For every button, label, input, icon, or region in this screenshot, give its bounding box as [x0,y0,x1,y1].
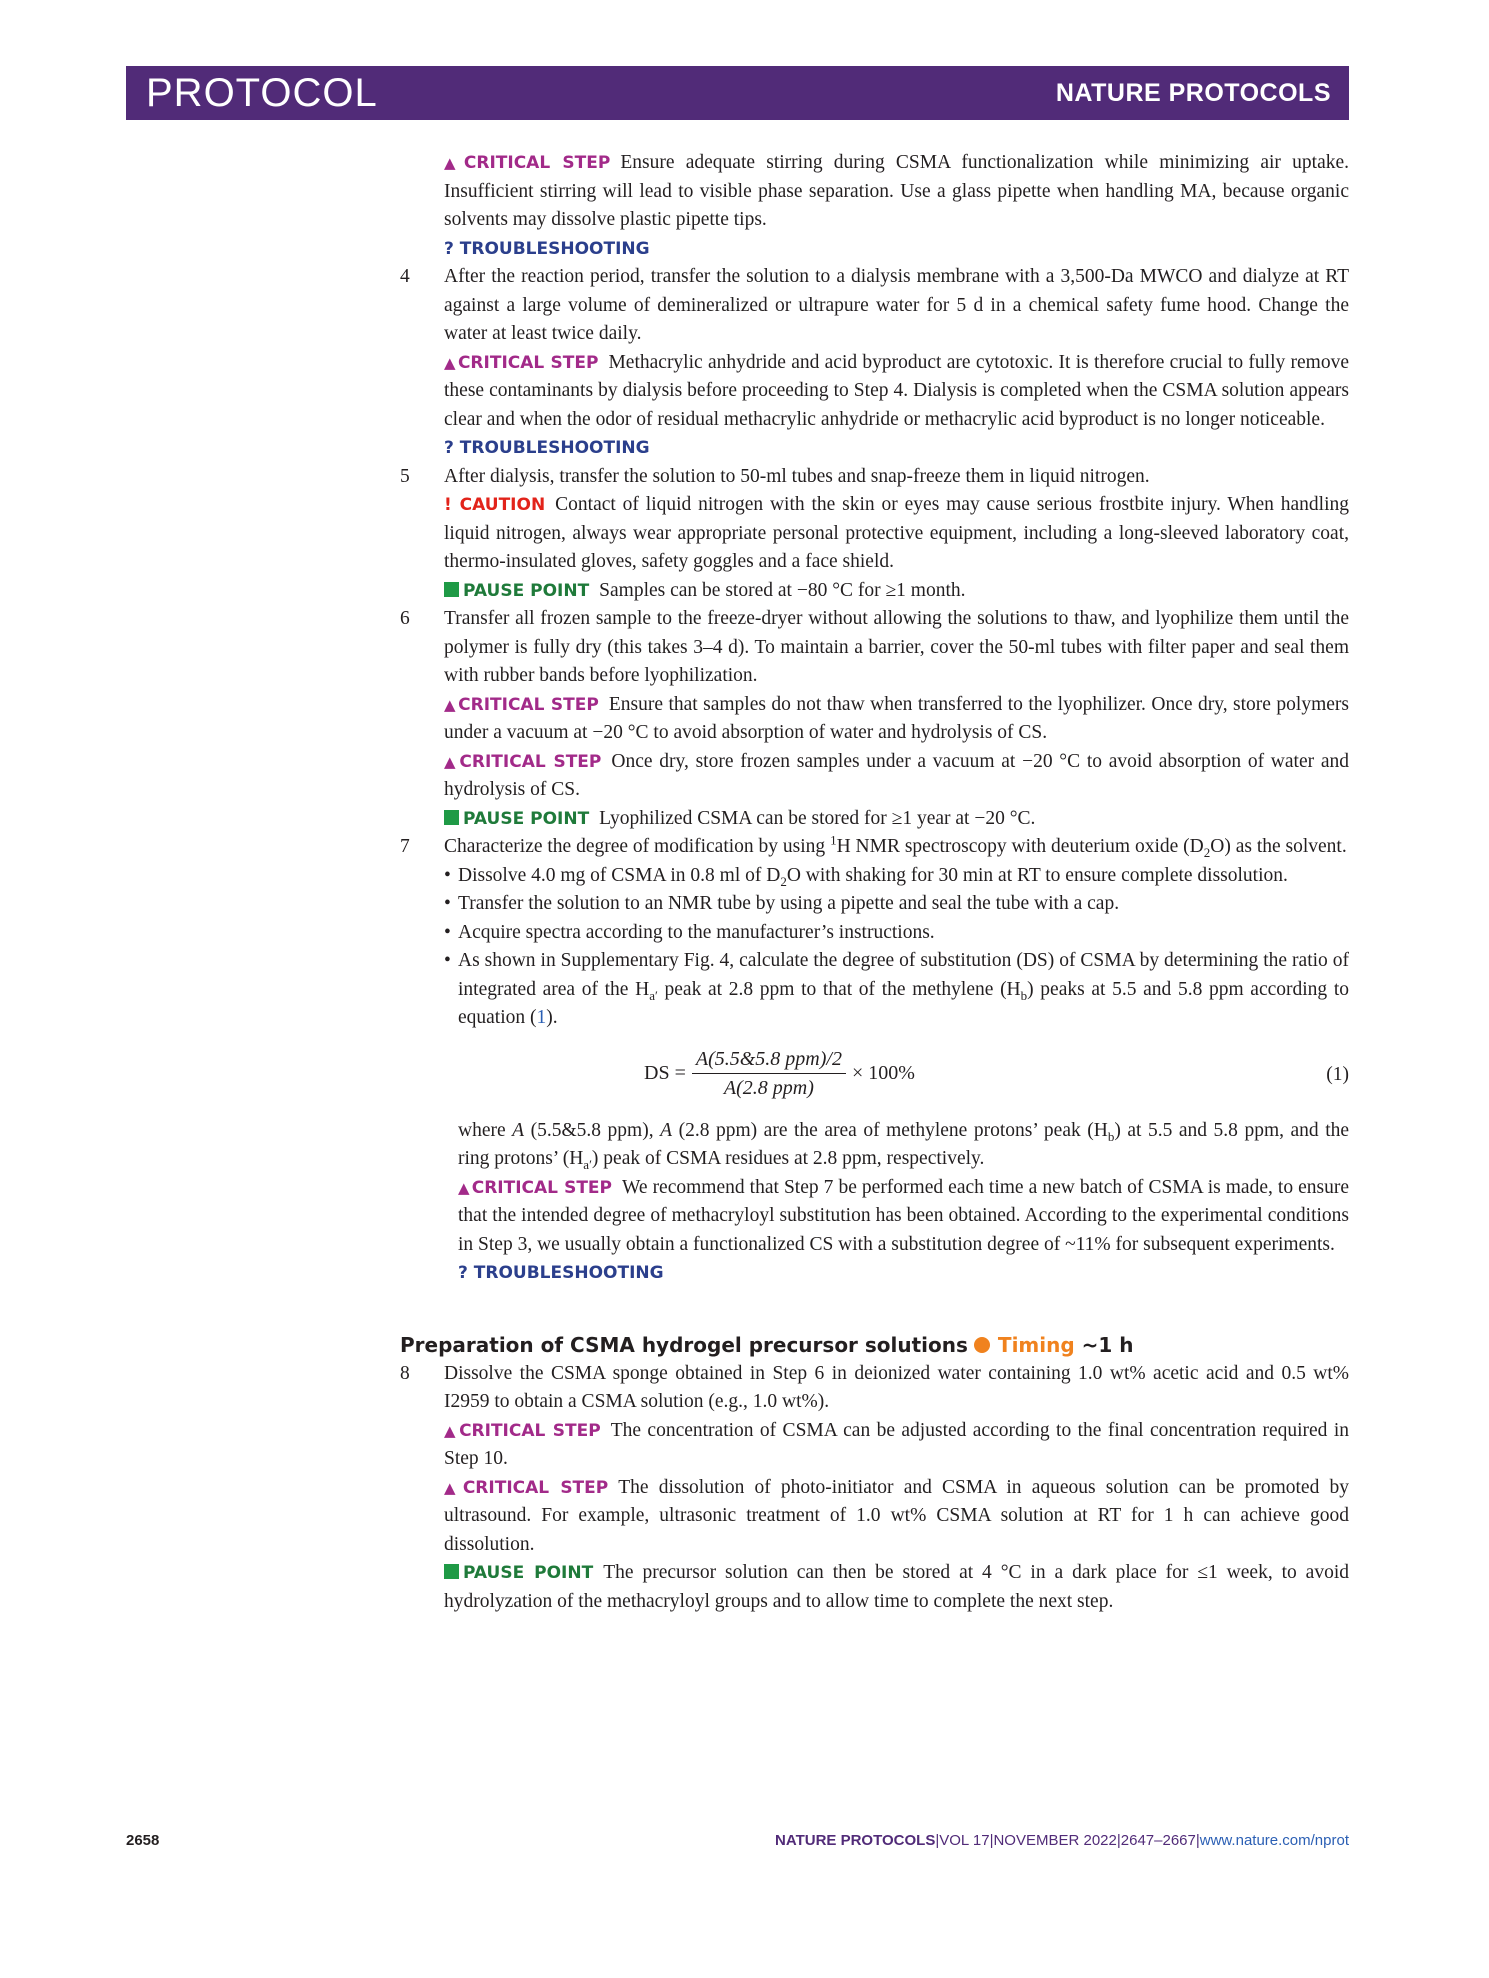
critical-step-note: ▲ CRITICAL STEP Ensure that samples do not thaw when transferred to the lyophilizer. Once dry, store polymers under a vacuum at −20 °C to avoid absorption of water and hydrolysis of CS. [444,693,1349,743]
critical-step-note: ▲ CRITICAL STEP Once dry, store frozen samples under a vacuum at −20 °C to avoid absorption of water and hydrolysis of CS. [444,750,1349,800]
bullet-list [444,862,1349,1033]
header-bar [126,66,1349,120]
triangle-icon: ▲ [444,695,457,714]
list-item: • As shown in Supplementary Fig. 4, calculate the degree of substitution (DS) of CSMA by determining the ratio of integrated area of the $H_{a'}$ peak at 2.8 ppm to that of the methylene $(H_b)$ peaks at 5.5 and 5.8 ppm according to equation (1). [444,950,1350,1028]
triangle-icon: ▲ [458,1178,470,1197]
pause-square-icon [444,582,459,597]
main-content [386,149,1349,1616]
triangle-icon: ▲ [444,1478,461,1497]
pause-square-icon [444,1564,459,1579]
list-item: • Transfer the solution to an NMR tube by using a pipette and seal the tube with a cap. [444,893,1120,914]
section-label: PROTOCOL [146,71,378,115]
troubleshooting-link[interactable]: ? TROUBLESHOOTING [444,238,650,259]
step-8: 8 Dissolve the CSMA sponge obtained in Step 6 in deionized water containing 1.0 wt% acetic acid and 0.5 wt% I2959 to obtain a CSMA solution (e.g., 1.0 wt%). [400,1362,1349,1412]
pause-point-note: PAUSE POINT Samples can be stored at −80 °C for ≥1 month. [444,577,1349,606]
list-item: • Acquire spectra according to the manufacturer’s instructions. [444,921,935,943]
equation-number: (1) [1326,1063,1349,1085]
critical-step-note: ▲ CRITICAL STEP Methacrylic anhydride and acid byproduct are cytotoxic. It is therefore crucial to fully remove these contaminants by dialysis before proceeding to Step 4. Dialysis is completed when the CSMA solution appears clear and when the odor of residual methacrylic anhydride or methacrylic acid byproduct is no longer noticeable. [444,351,1349,430]
step-7: 7 Characterize the degree of modification by using $^1$H NMR spectroscopy with deuterium oxide $(D_2O)$ as the solvent. [400,832,1347,860]
critical-step-note: ▲ CRITICAL STEP The dissolution of photo-initiator and CSMA in aqueous solution can be promoted by ultrasound. For example, ultrasonic treatment of 1.0 wt% CSMA solution at RT for 1 h can achieve good dissolution. [444,1476,1349,1555]
triangle-icon: ▲ [444,1421,458,1440]
step-4: 4 After the reaction period, transfer the solution to a dialysis membrane with a 3,500-Da MWCO and dialyze at RT against a large volume of demineralized or ultrapure water for 5 d in a chemical safety fume hood. Change the water at least twice daily. [400,266,1349,344]
pause-point-note: PAUSE POINT The precursor solution can then be stored at 4 °C in a dark place for ≤1 week, to avoid hydrolyzation of the methacryloyl groups and to allow time to complete the next step. [444,1562,1349,1612]
section-heading: Preparation of CSMA hydrogel precursor solutions Timing ~1 h [400,1332,1134,1357]
triangle-icon: ▲ [444,752,458,771]
pause-point-note: PAUSE POINT Lyophilized CSMA can be stored for ≥1 year at −20 °C. [444,805,1349,834]
critical-step-note: ▲ CRITICAL STEP We recommend that Step 7 be performed each time a new batch of CSMA is made, to ensure that the intended degree of methacryloyl substitution has been obtained. According to the experimental conditions in Step 3, we usually obtain a functionalized CS with a substitution degree of ~11% for subsequent experiments. [458,1176,1350,1255]
equation-explanation: where A (5.5&5.8 ppm), A (2.8 ppm) are the area of methylene protons’ peak $(H_b)$ at 5.5 and 5.8 ppm, and the ring protons’ $(H_{a'})$ peak of CSMA residues at 2.8 ppm, respectively. [458,1119,1350,1172]
step-6: 6 Transfer all frozen sample to the freeze-dryer without allowing the solutions to thaw, and lyophilize them until the polymer is fully dry (this takes 3–4 d). To maintain a barrier, cover the 50-ml tubes with filter paper and seal them with rubber bands before lyophilization. [400,608,1349,686]
troubleshooting-link[interactable]: ? TROUBLESHOOTING [444,438,650,458]
equation-link[interactable]: 1 [536,1007,547,1028]
troubleshooting-link[interactable]: ? TROUBLESHOOTING [458,1263,664,1283]
critical-step-note: ▲ CRITICAL STEP Ensure adequate stirring during CSMA functionalization while minimizing air uptake. Insufficient stirring will lead to visible phase separation. Use a glass pipette when handling MA, because organic solvents may dissolve plastic pipette tips. [444,152,1350,230]
list-item: • Dissolve 4.0 mg of CSMA in 0.8 ml of $D_2O$ with shaking for 30 min at RT to ensure complete dissolution. [444,864,1288,889]
caution-note: ! CAUTION Contact of liquid nitrogen with the skin or eyes may cause serious frostbite injury. When handling liquid nitrogen, always wear appropriate personal protective equipment, including a long-sleeved laboratory coat, thermo-insulated gloves, safety goggles and a face shield. [444,494,1350,572]
triangle-icon: ▲ [444,353,456,372]
journal-name: NATURE PROTOCOLS [1055,79,1331,107]
equation-fraction: $\frac{\text{A(5.5\&5.8 ppm)/2}}{\text{A(2.8 ppm)}}$ [692,1045,846,1103]
critical-step-note: ▲ CRITICAL STEP The concentration of CSMA can be adjusted according to the final concentration required in Step 10. [444,1419,1349,1469]
pause-square-icon [444,810,459,825]
journal-url-link[interactable]: www.nature.com/nprot [1199,1832,1349,1849]
page-number: 2658 [126,1832,160,1849]
step-5: 5 After dialysis, transfer the solution to 50-ml tubes and snap-freeze them in liquid nitrogen. [400,465,1150,487]
equation-1: DS = $\frac{\text{A(5.5\&5.8 ppm)/2}}{\text{A(2.8 ppm)}}$ × 100% (1) [386,1039,1349,1111]
footer-citation: NATURE PROTOCOLS|VOL 17|NOVEMBER 2022|2647–2667|www.nature.com/nprot [775,1832,1349,1849]
triangle-icon: ▲ [444,154,462,172]
timing-dot-icon [974,1337,990,1353]
